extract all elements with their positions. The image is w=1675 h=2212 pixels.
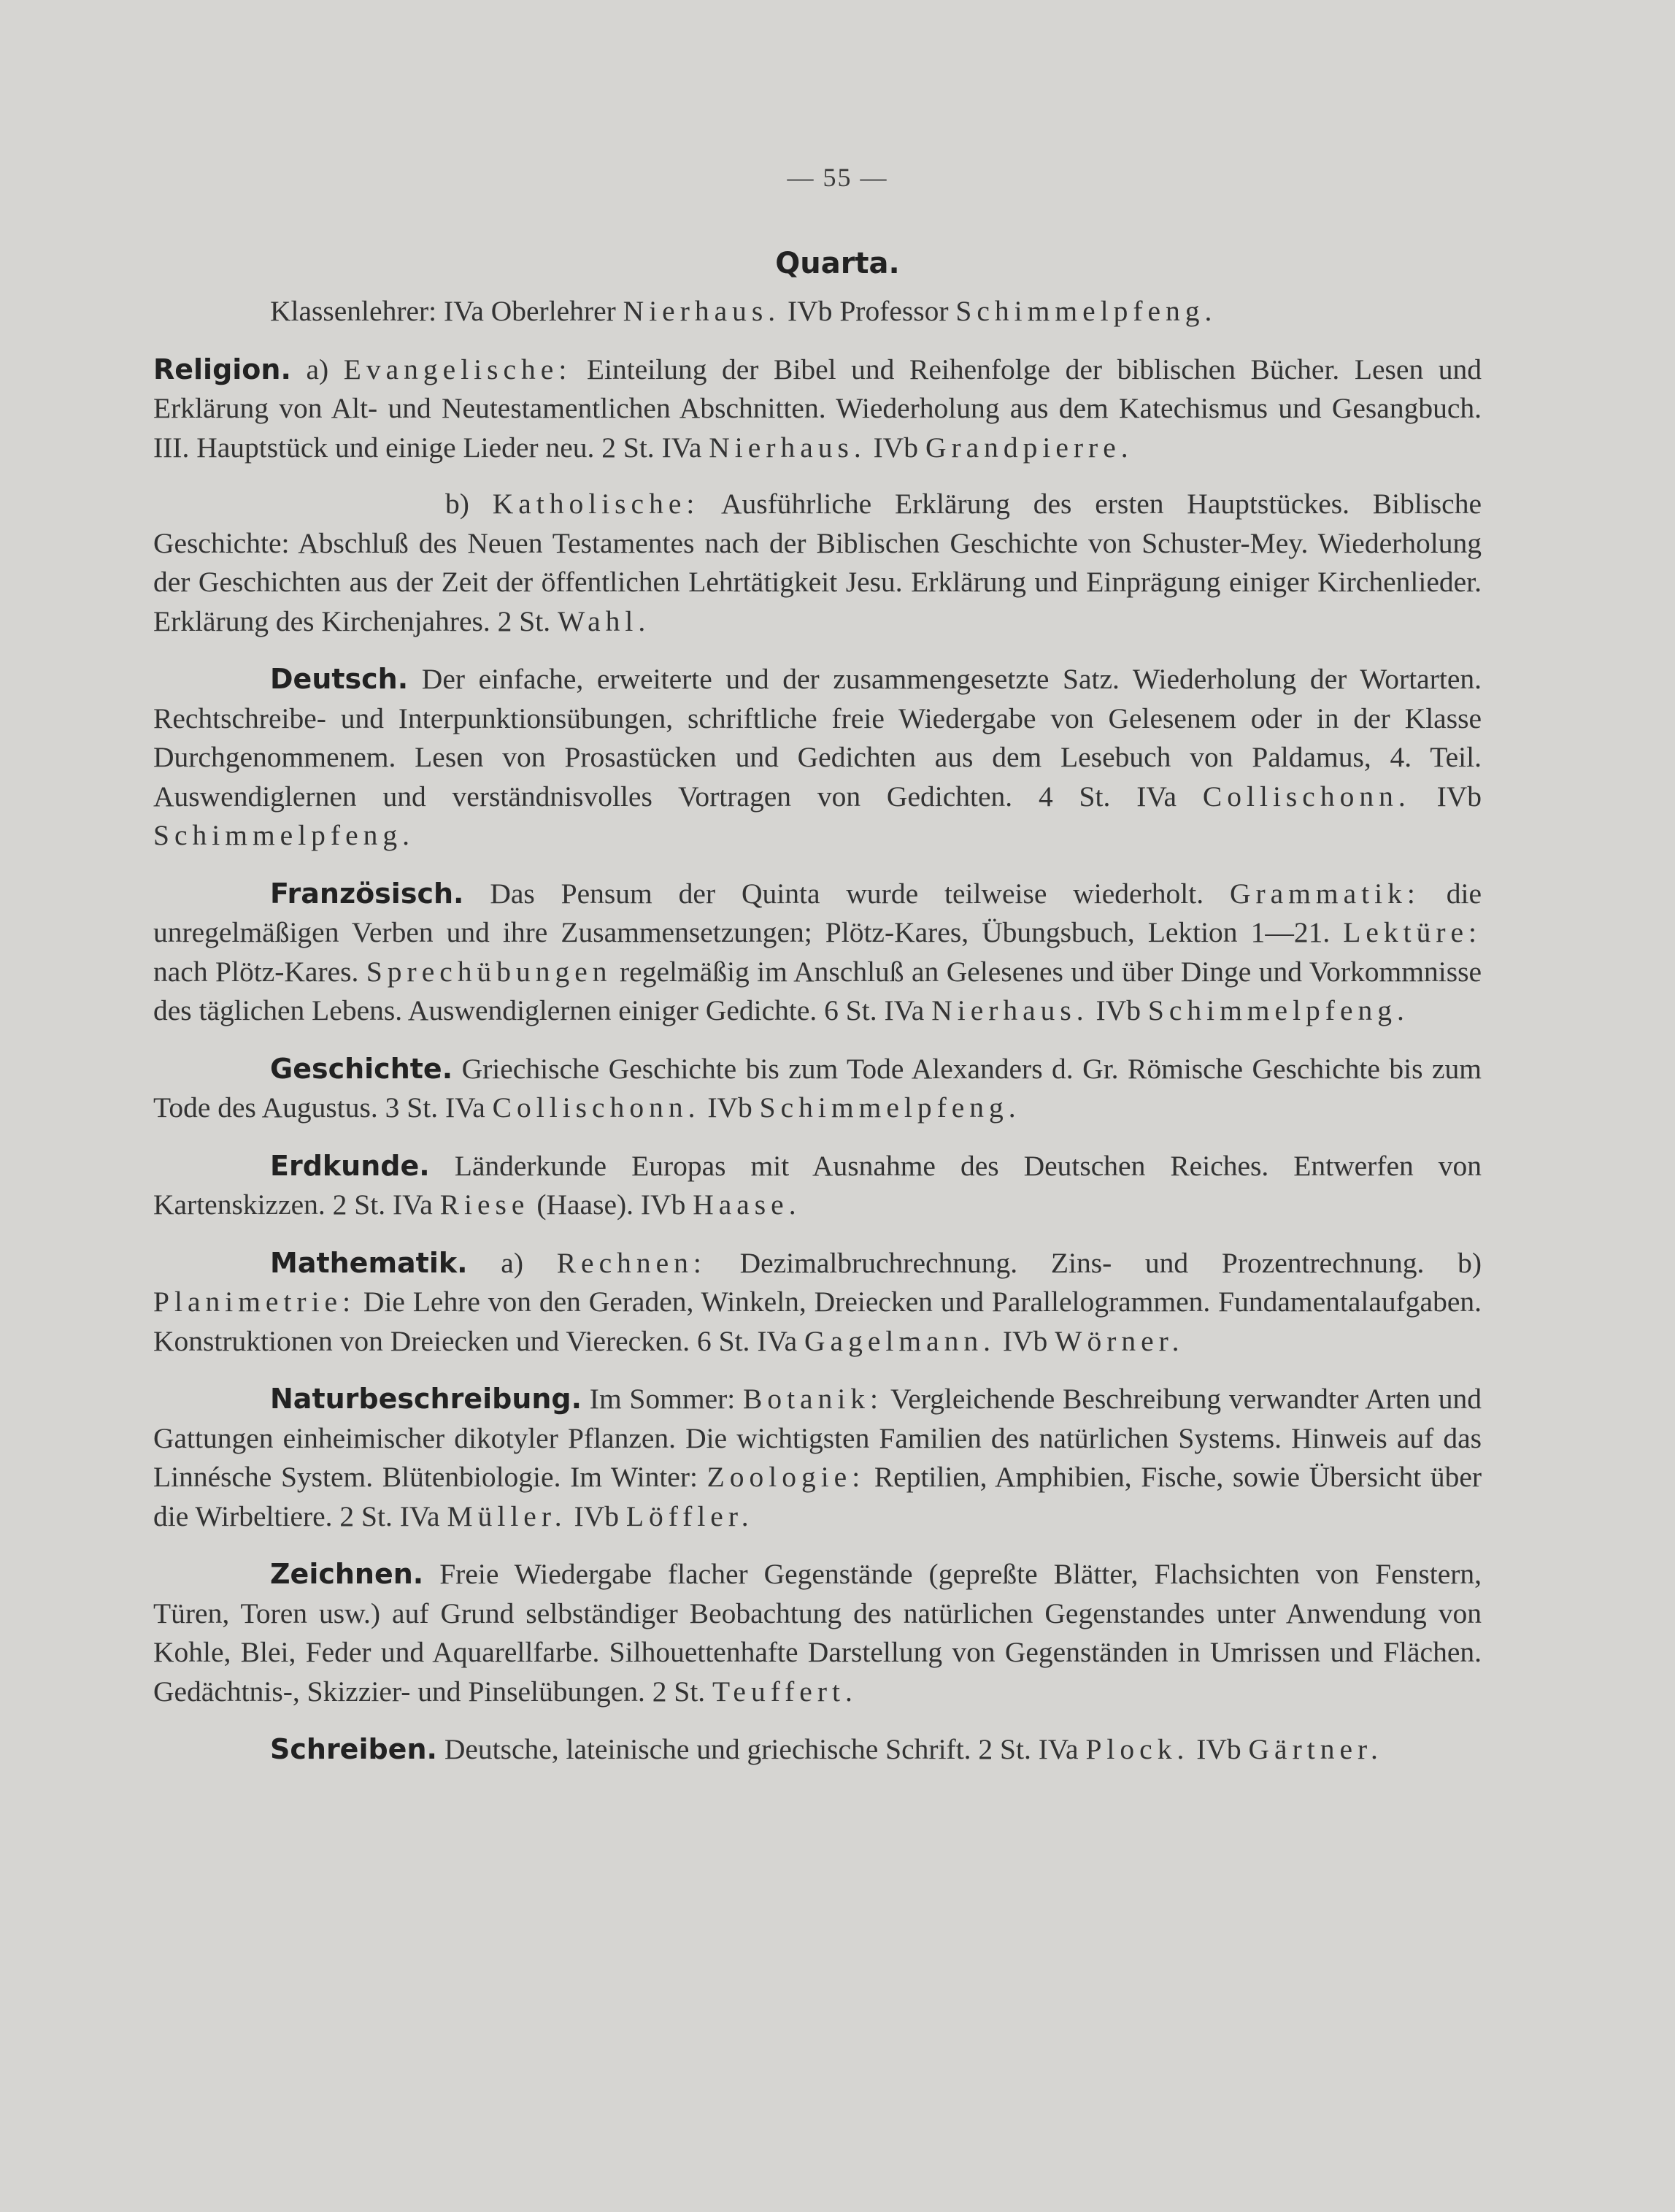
- page-number: — 55 —: [787, 163, 888, 192]
- section-heading: Erdkunde.: [270, 1149, 430, 1182]
- teacher-name: Gagelmann.: [804, 1324, 996, 1357]
- teacher-name: Nierhaus.: [931, 994, 1089, 1026]
- section-zeichnen: Zeichnen. Freie Wiedergabe flacher Gegenstände (gepreßte Blätter, Flachsichten von Fenstern, Türen, Toren usw.) auf Grund selbständiger Beobachtung des natürlichen Gegenstandes unter Anwendung von Kohle, Blei, Feder und Aquarellfarbe. Silhouettenhafte Darstellung von Gegenständen in Umrissen und Flächen. Gedächtnis-, Skizzier- und Pinselübungen. 2 St. Teuffert.: [153, 1558, 1482, 1708]
- section-heading: Französisch.: [270, 877, 464, 910]
- teacher-name: Collischonn.: [1202, 780, 1411, 813]
- document-body: [153, 292, 1482, 1789]
- section-religion-katholisch: b) Katholische: Ausführliche Erklärung des ersten Hauptstückes. Biblische Geschichte: Abschluß des Neuen Testamentes nach der Biblischen Geschichte von Schuster-Mey. Wiederholung der Geschichten aus der Zeit der öffentlichen Lehrtätigkeit Jesu. Erklärung und Einprägung einiger Kirchenlieder. Erklärung des Kirchenjahres. 2 St. Wahl.: [153, 488, 1482, 637]
- teacher-name: Schimmelpfeng.: [1147, 994, 1409, 1026]
- section-mathematik: Mathematik. a) Rechnen: Dezimalbruchrechnung. Zins- und Prozentrechnung. b) Planimetrie: Die Lehre von den Geraden, Winkeln, Dreiecken und Parallelogrammen. Fundamentalaufgaben. Konstruktionen von Dreiecken und Vierecken. 6 St. IVa Gagelmann. IVb Wörner.: [153, 1246, 1482, 1357]
- teacher-name: Schimmelpfeng.: [759, 1091, 1021, 1124]
- class-teacher-line: Klassenlehrer: IVa Oberlehrer Nierhaus. IVb Professor Schimmelpfeng.: [270, 295, 1217, 327]
- teacher-name: Wahl.: [557, 604, 651, 637]
- section-heading: Geschichte.: [270, 1052, 453, 1085]
- section-erdkunde: Erdkunde. Länderkunde Europas mit Ausnahme des Deutschen Reiches. Entwerfen von Kartenskizzen. 2 St. IVa Riese (Haase). IVb Haase.: [153, 1149, 1482, 1221]
- teacher-name: Haase.: [693, 1188, 801, 1221]
- teacher-name: Riese: [439, 1188, 530, 1221]
- section-geschichte: Geschichte. Griechische Geschichte bis zum Tode Alexanders d. Gr. Römische Geschichte bis zum Tode des Augustus. 3 St. IVa Collischonn. IVb Schimmelpfeng.: [153, 1052, 1482, 1124]
- section-heading: Schreiben.: [270, 1733, 437, 1765]
- teacher-name: Schimmelpfeng.: [955, 295, 1217, 327]
- teacher-name: Nierhaus.: [709, 431, 866, 464]
- section-deutsch: Deutsch. Der einfache, erweiterte und der zusammengesetzte Satz. Wiederholung der Wortarten. Rechtschreibe- und Interpunktionsübungen, schriftliche freie Wiedergabe von Gelesenem oder in der Klasse Durchgenommenem. Lesen von Prosastücken und Gedichten aus dem Lesebuch von Paldamus, 4. Teil. Auswendiglernen und verständnisvolles Vortragen von Gedichten. 4 St. IVa Collischonn. IVb Schimmelpfeng.: [153, 663, 1482, 851]
- teacher-name: Müller.: [447, 1499, 567, 1532]
- teacher-name: Teuffert.: [712, 1675, 858, 1708]
- section-heading: Religion.: [153, 353, 291, 385]
- teacher-name: Grandpierre.: [925, 431, 1133, 464]
- teacher-name: Schimmelpfeng.: [153, 819, 415, 851]
- section-naturbeschreibung: Naturbeschreibung. Im Sommer: Botanik: Vergleichende Beschreibung verwandter Arten und Gattungen einheimischer dikotyler Pflanzen. Die wichtigsten Familien des natürlichen Systems. Hinweis auf das Linnésche System. Blütenbiologie. Im Winter: Zoologie: Reptilien, Amphibien, Fische, sowie Übersicht über die Wirbeltiere. 2 St. IVa Müller. IVb Löffler.: [153, 1383, 1482, 1532]
- section-heading: Naturbeschreibung.: [270, 1383, 582, 1415]
- teacher-name: Wörner.: [1055, 1324, 1185, 1357]
- section-schreiben: Schreiben. Deutsche, lateinische und griechische Schrift. 2 St. IVa Plock. IVb Gärtner.: [270, 1733, 1383, 1765]
- section-heading: Zeichnen.: [270, 1558, 424, 1590]
- teacher-name: Plock.: [1085, 1733, 1190, 1765]
- section-religion: Religion. a) Evangelische: Einteilung der Bibel und Reihenfolge der biblischen Bücher. Lesen und Erklärung von Alt- und Neutestamentlichen Abschnitten. Wiederholung aus dem Katechismus und Gesangbuch. III. Hauptstück und einige Lieder neu. 2 St. IVa Nierhaus. IVb Grandpierre.: [153, 353, 1482, 464]
- teacher-name: Gärtner.: [1248, 1733, 1383, 1765]
- section-franzoesisch: Französisch. Das Pensum der Quinta wurde teilweise wiederholt. Grammatik: die unregelmäßigen Verben und ihre Zusammensetzungen; Plötz-Kares, Übungsbuch, Lektion 1—21. Lektüre: nach Plötz-Kares. Sprechübungen regelmäßig im Anschluß an Gelesenes und über Dinge und Vorkommnisse des täglichen Lebens. Auswendiglernen einiger Gedichte. 6 St. IVa Nierhaus. IVb Schimmelpfeng.: [153, 877, 1482, 1026]
- teacher-name: Collischonn.: [492, 1091, 701, 1124]
- section-heading: Deutsch.: [270, 663, 409, 695]
- teacher-name: Löffler.: [625, 1499, 754, 1532]
- page-title: Quarta.: [775, 247, 900, 280]
- section-heading: Mathematik.: [270, 1246, 468, 1279]
- teacher-name: Nierhaus.: [623, 295, 781, 327]
